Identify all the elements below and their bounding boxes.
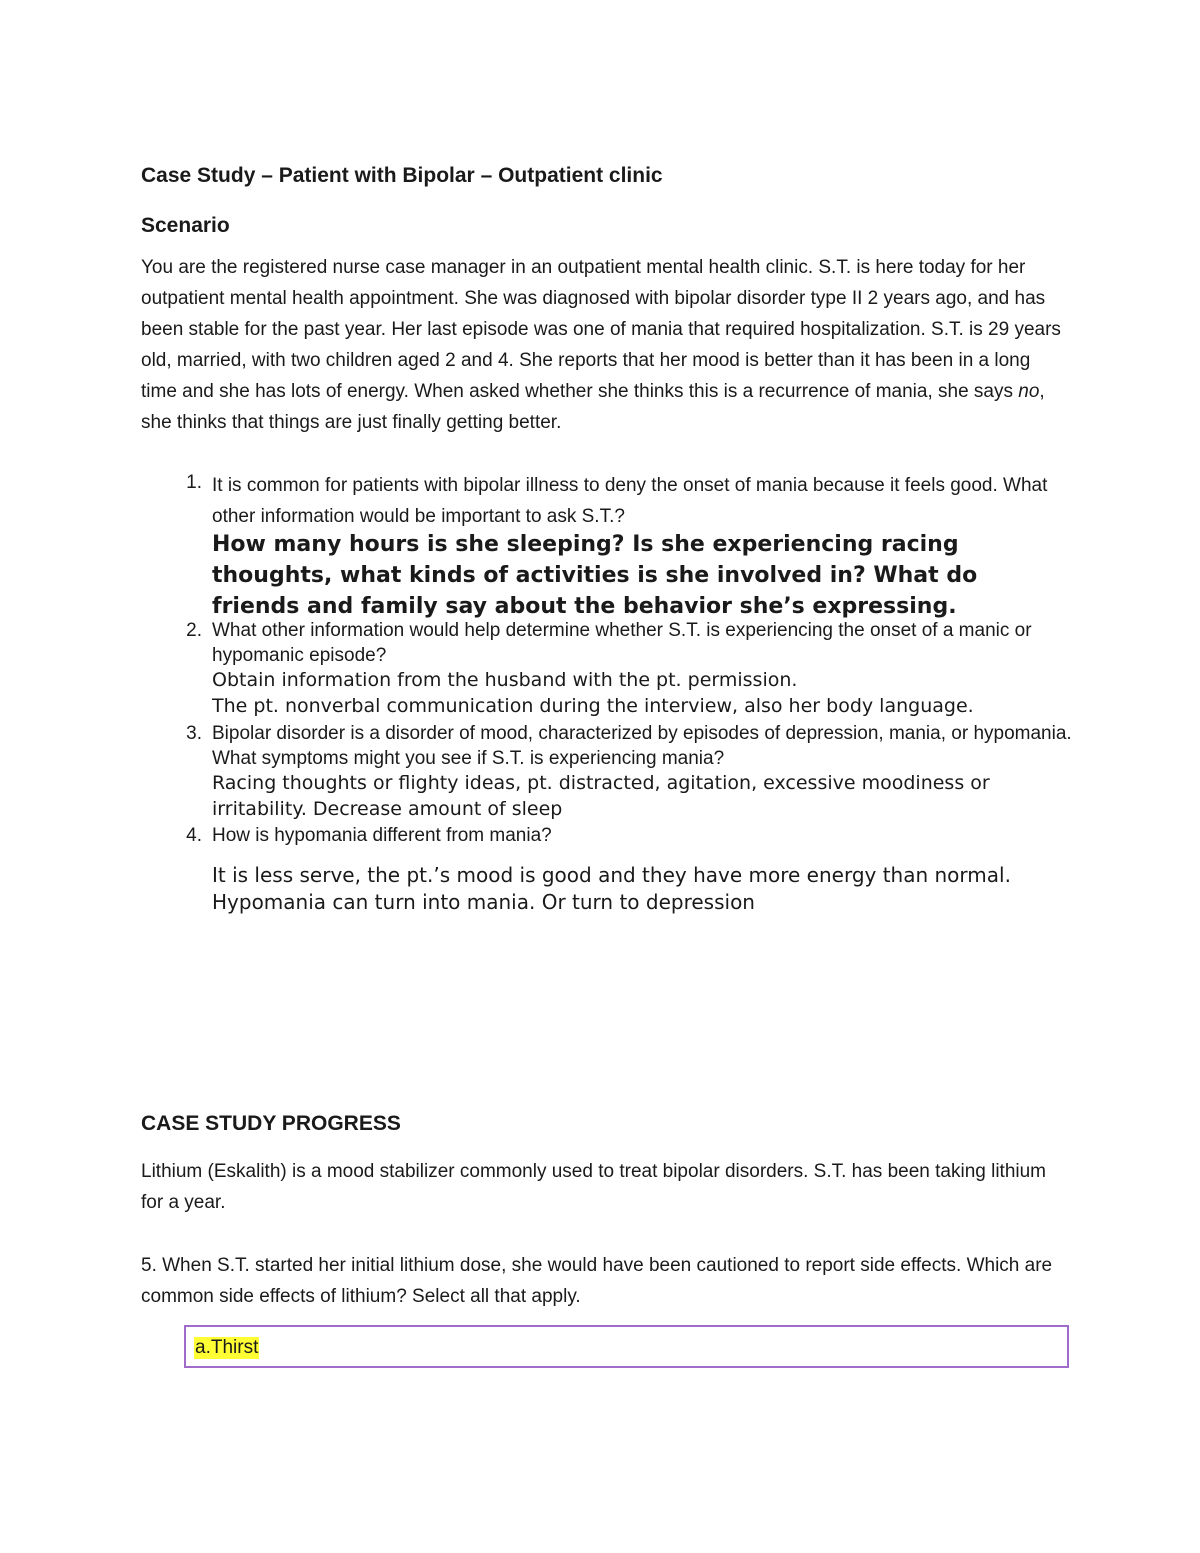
scenario-italic-word: no	[1018, 381, 1040, 402]
scenario-heading: Scenario	[141, 214, 230, 237]
question-text: What other information would help determine whether S.T. is experiencing the onset of a manic or hypomanic episode?	[212, 620, 1032, 666]
question-item-2	[186, 618, 1072, 719]
question-text: Bipolar disorder is a disorder of mood, characterized by episodes of depression, mania, or hypomania. What symptoms might you see if S.T. is experiencing mania?	[212, 723, 1072, 769]
question-number: 2.	[186, 620, 202, 641]
answer-text: How many hours is she sleeping? Is she experiencing racing thoughts, what kinds of activities is she involved in? What do friends and family say about the behavior she’s expressing.	[212, 532, 978, 619]
question-item-4	[186, 823, 1072, 916]
progress-paragraph: Lithium (Eskalith) is a mood stabilizer commonly used to treat bipolar disorders. S.T. has been taking lithium for a year.	[141, 1161, 1047, 1213]
scenario-paragraph	[141, 252, 1071, 438]
answer-line: The pt. nonverbal communication during the interview, also her body language.	[212, 694, 974, 717]
question-number: 4.	[186, 825, 202, 846]
selected-option[interactable]: a.Thirst	[195, 1337, 259, 1358]
progress-heading: CASE STUDY PROGRESS	[141, 1112, 401, 1135]
answer-options-box	[184, 1325, 1069, 1368]
page-title: Case Study – Patient with Bipolar – Outpatient clinic	[141, 164, 663, 187]
question-text: How is hypomania different from mania?	[212, 825, 552, 846]
answer-text: Racing thoughts or flighty ideas, pt. distracted, agitation, excessive moodiness or irritability. Decrease amount of sleep	[212, 772, 990, 820]
question-number: 1.	[186, 472, 202, 493]
answer-text: It is less serve, the pt.’s mood is good and they have more energy than normal. Hypomania can turn into mania. Or turn to depression	[212, 863, 1011, 914]
question-item-1	[186, 470, 1072, 622]
scenario-text-start: You are the registered nurse case manager in an outpatient mental health clinic. S.T. is here today for her outpatient mental health appointment. She was diagnosed with bipolar disorder type II 2 years ago, and has been stable for the past year. Her last episode was one of mania that required hospitalization. S.T. is 29 years old, married, with two children aged 2 and 4. She reports that her mood is better than it has been in a long time and she has lots of energy. When asked whether she thinks this is a recurrence of mania, she says	[141, 257, 1061, 402]
question-text: It is common for patients with bipolar illness to deny the onset of mania because it feels good. What other information would be important to ask S.T.?	[212, 475, 1048, 527]
question-item-3	[186, 721, 1072, 822]
question-number: 3.	[186, 723, 202, 744]
question-5-text: 5. When S.T. started her initial lithium dose, she would have been cautioned to report side effects. Which are common side effects of lithium? Select all that apply.	[141, 1255, 1053, 1307]
answer-line: Obtain information from the husband with the pt. permission.	[212, 669, 798, 691]
scenario-text-end: , she thinks that things are just finally getting better.	[141, 381, 1045, 433]
